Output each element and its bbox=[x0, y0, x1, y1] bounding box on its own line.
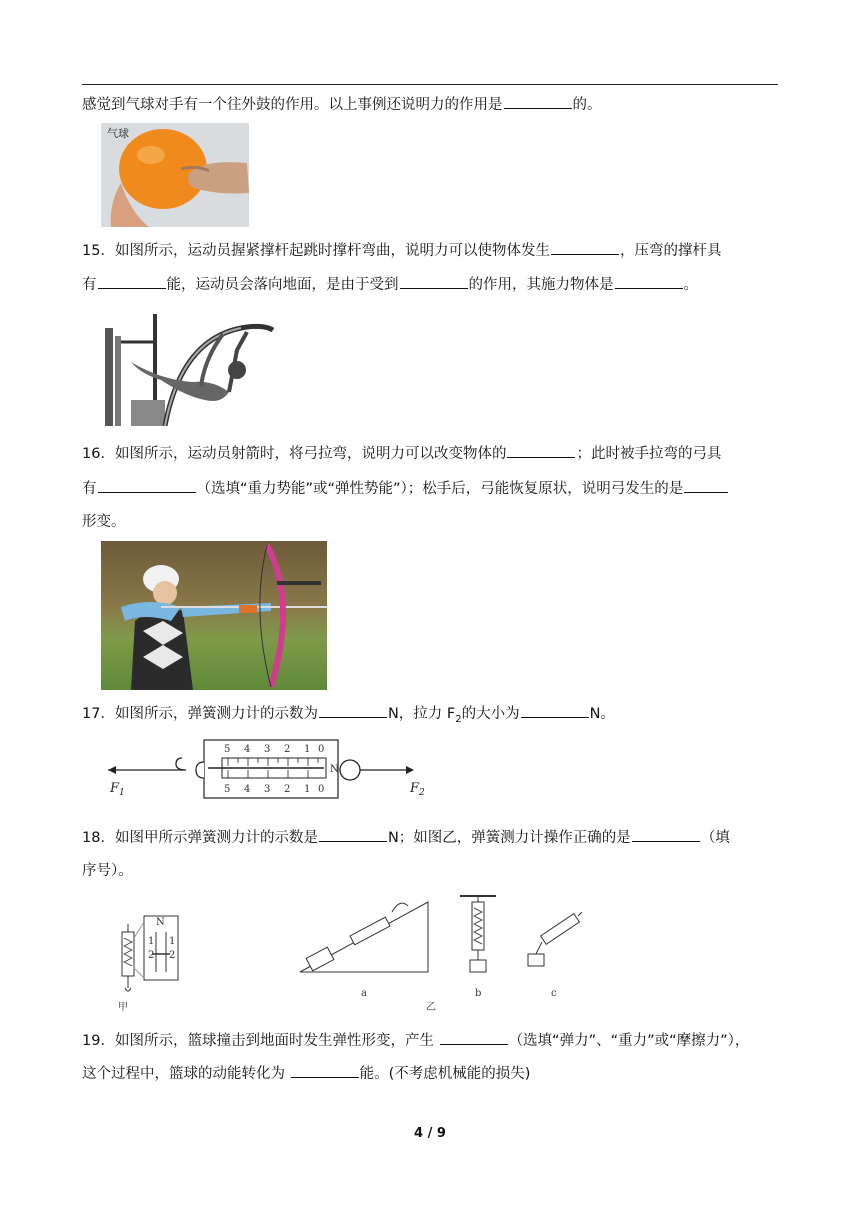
q16-line3 bbox=[82, 512, 782, 532]
label-yi: 乙 bbox=[426, 1002, 436, 1013]
answer-blank[interactable] bbox=[507, 443, 575, 458]
q18-line1 bbox=[82, 827, 782, 848]
figure-b bbox=[460, 896, 496, 999]
scale-label-0: 0 bbox=[318, 744, 325, 755]
answer-blank[interactable] bbox=[319, 827, 387, 842]
q15-line1 bbox=[82, 240, 782, 261]
scale-label-5b: 5 bbox=[224, 784, 231, 795]
figure-c bbox=[528, 912, 582, 999]
label-b: b bbox=[475, 988, 482, 999]
scale-label-4b: 4 bbox=[244, 784, 251, 795]
q19-text: 能。(不考虑机械能的损失) bbox=[359, 1066, 531, 1082]
jia-tick-1r: 1 bbox=[169, 936, 176, 947]
pole-vault-figure bbox=[101, 310, 281, 426]
scale-label-5: 5 bbox=[224, 744, 231, 755]
archery-photo bbox=[101, 541, 327, 690]
q16-text: ；此时被手拉弯的弓具 bbox=[576, 446, 722, 462]
figure-jia bbox=[118, 916, 178, 1013]
figure-a bbox=[300, 902, 428, 999]
scale-label-2: 2 bbox=[284, 744, 291, 755]
q16-text: 16．如图所示，运动员射箭时，将弓拉弯，说明力可以改变物体的 bbox=[82, 446, 507, 462]
jia-tick-2: 2 bbox=[148, 950, 155, 961]
answer-blank[interactable] bbox=[632, 827, 700, 842]
q14-text-end: 的。 bbox=[572, 97, 602, 113]
q18-text: 序号）。 bbox=[82, 863, 133, 879]
scale-label-2b: 2 bbox=[284, 784, 291, 795]
spring-scale-operations-figure bbox=[104, 888, 604, 1014]
scale-label-1b: 1 bbox=[304, 784, 311, 795]
answer-blank[interactable] bbox=[291, 1063, 359, 1078]
q16-line1 bbox=[82, 443, 782, 464]
balloon-caption: 气球 bbox=[107, 127, 129, 140]
q19-line1 bbox=[82, 1030, 782, 1051]
q14-text: 感觉到气球对手有一个往外鼓的作用。以上事例还说明力的作用是 bbox=[82, 97, 503, 113]
q14-line bbox=[82, 94, 782, 115]
q18-text: N；如图乙，弹簧测力计操作正确的是 bbox=[387, 830, 631, 846]
q19-text: 这个过程中，篮球的动能转化为 bbox=[82, 1066, 290, 1082]
scale-unit: N bbox=[330, 764, 339, 775]
q15-text: 。 bbox=[683, 277, 698, 293]
q17-text: 的大小为 bbox=[461, 706, 520, 722]
label-c: c bbox=[551, 988, 557, 999]
q19-text: （选填“弹力”、“重力”或“摩擦力”）， bbox=[508, 1033, 750, 1049]
scale-label-3b: 3 bbox=[264, 784, 271, 795]
answer-blank[interactable] bbox=[615, 274, 683, 289]
jia-tick-2r: 2 bbox=[169, 950, 176, 961]
q16-text: 形变。 bbox=[82, 514, 126, 530]
q15-text: 能，运动员会落向地面，是由于受到 bbox=[166, 277, 399, 293]
scale-label-1: 1 bbox=[304, 744, 311, 755]
answer-blank[interactable] bbox=[319, 703, 387, 718]
q17-text: 17．如图所示，弹簧测力计的示数为 bbox=[82, 706, 318, 722]
answer-blank[interactable] bbox=[440, 1030, 508, 1045]
q15-line2 bbox=[82, 274, 782, 295]
answer-blank[interactable] bbox=[551, 240, 619, 255]
scale-label-0b: 0 bbox=[318, 784, 325, 795]
q19-line2 bbox=[82, 1063, 782, 1084]
q15-text: 15．如图所示，运动员握紧撑杆起跳时撑杆弯曲，说明力可以使物体发生 bbox=[82, 243, 550, 259]
q16-text: 有 bbox=[82, 481, 97, 497]
label-a: a bbox=[361, 988, 367, 999]
q16-text: （选填“重力势能”或“弹性势能”）；松手后，弓能恢复原状，说明弓发生的是 bbox=[196, 481, 684, 497]
q15-text: 有 bbox=[82, 277, 97, 293]
q17-text: N。 bbox=[589, 706, 615, 722]
balloon-photo bbox=[101, 123, 249, 227]
q18-line2 bbox=[82, 861, 782, 881]
q17-text: N，拉力 F bbox=[387, 706, 456, 722]
q18-text: （填 bbox=[700, 830, 730, 846]
q15-text: 的作用，其施力物体是 bbox=[468, 277, 614, 293]
spring-scale-figure bbox=[104, 734, 434, 802]
q17-line bbox=[82, 703, 782, 730]
answer-blank[interactable] bbox=[504, 94, 572, 109]
answer-blank[interactable] bbox=[521, 703, 589, 718]
q17-subscript: 2 bbox=[455, 713, 462, 725]
scale-label-4: 4 bbox=[244, 744, 251, 755]
jia-unit: N bbox=[156, 917, 165, 928]
q19-text: 19．如图所示，篮球撞击到地面时发生弹性形变，产生 bbox=[82, 1033, 439, 1049]
scale-label-3: 3 bbox=[264, 744, 271, 755]
answer-blank[interactable] bbox=[400, 274, 468, 289]
answer-blank[interactable] bbox=[98, 274, 166, 289]
header-rule bbox=[82, 84, 778, 85]
page-number: 4 / 9 bbox=[414, 1126, 446, 1141]
f1-label: $F_1$ bbox=[110, 781, 125, 798]
q15-text: ，压弯的撑杆具 bbox=[619, 243, 722, 259]
answer-blank[interactable] bbox=[98, 478, 196, 493]
q18-text: 18．如图甲所示弹簧测力计的示数是 bbox=[82, 830, 318, 846]
jia-tick-1: 1 bbox=[148, 936, 155, 947]
label-jia: 甲 bbox=[118, 1002, 128, 1013]
f2-label: $F_2$ bbox=[410, 781, 425, 798]
q16-line2 bbox=[82, 478, 782, 499]
answer-blank[interactable] bbox=[684, 478, 728, 493]
